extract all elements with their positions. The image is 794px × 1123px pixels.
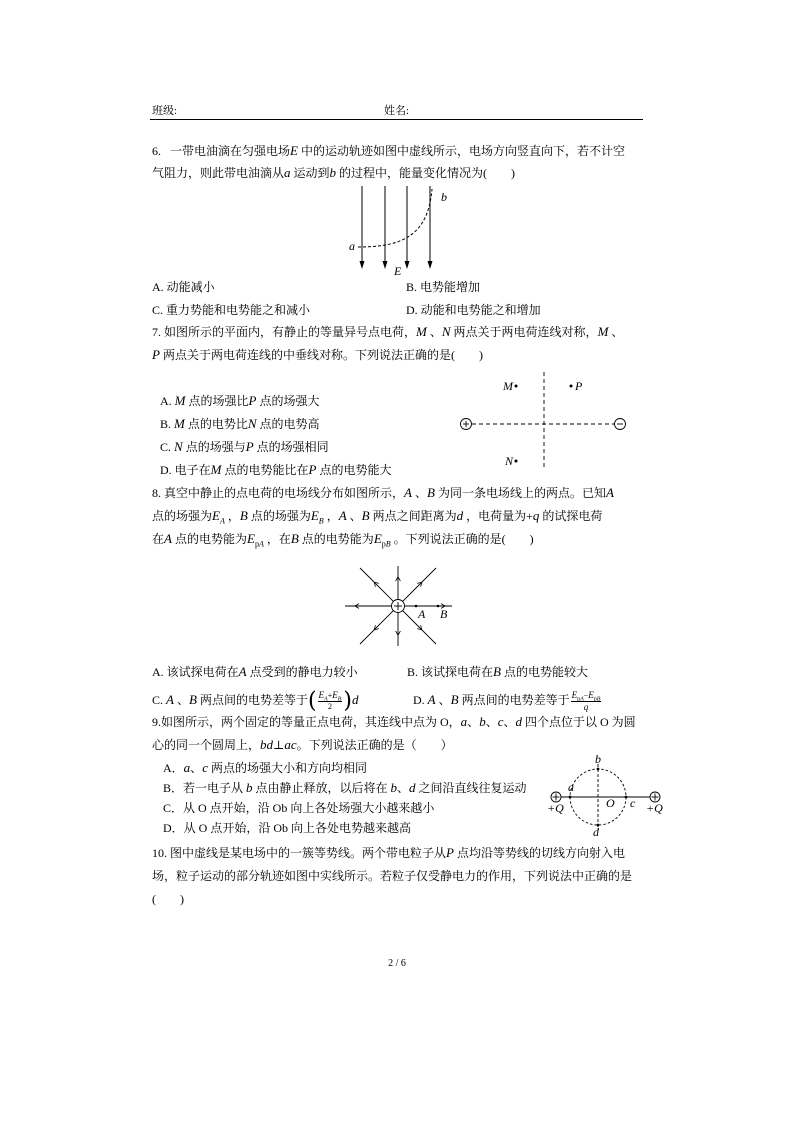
text-run: + bbox=[327, 691, 333, 701]
q8-stem-line-3 bbox=[152, 531, 534, 547]
math-variable: d bbox=[409, 780, 416, 795]
math-variable: E bbox=[588, 690, 594, 701]
math-variable: A bbox=[166, 692, 174, 707]
math-variable: A bbox=[605, 485, 614, 500]
subscript: p bbox=[577, 696, 581, 703]
text-run: A. 该试探电荷在 bbox=[152, 665, 239, 679]
text-run: 、 bbox=[467, 715, 480, 729]
q7-option-c bbox=[160, 439, 329, 455]
math-variable: A bbox=[427, 692, 436, 707]
right-charge-label: +Q bbox=[646, 801, 663, 815]
text-run: 在 bbox=[152, 532, 165, 546]
q7-stem-line-1 bbox=[152, 324, 623, 340]
math-variable: E bbox=[290, 143, 298, 158]
text-run: 为同一条电场线上的两点。已知 bbox=[434, 486, 606, 500]
text-run: 点的电势能为 bbox=[171, 532, 247, 546]
math-variable: B bbox=[239, 508, 248, 523]
text-run: 6. 一带电油滴在匀强电场 bbox=[152, 144, 291, 158]
q6-option-b: B. 电势能增加 bbox=[406, 280, 481, 294]
text-run: 点的场强为 bbox=[152, 509, 213, 523]
text-run: 的试探电荷 bbox=[539, 509, 603, 523]
field-line-lower-left bbox=[360, 611, 393, 644]
point-a-label: a bbox=[349, 239, 355, 253]
math-variable: b bbox=[479, 714, 486, 729]
field-line-upper-left bbox=[360, 568, 393, 601]
math-variable: P bbox=[248, 393, 257, 408]
point-N-label: N bbox=[505, 454, 514, 468]
math-variable: B bbox=[361, 508, 370, 523]
subscript: p bbox=[254, 539, 259, 549]
text-run: 、 bbox=[173, 693, 189, 707]
q9-stem-line-1 bbox=[152, 714, 636, 730]
text-run: B．若一电子从 bbox=[163, 781, 247, 795]
math-variable: E bbox=[310, 508, 319, 523]
math-variable: A bbox=[338, 508, 347, 523]
math-variable: E bbox=[318, 690, 325, 701]
text-run: 两点间的电势差等于 bbox=[196, 693, 308, 707]
plus-circle-icon bbox=[392, 600, 405, 613]
point-A-label: A bbox=[418, 607, 426, 621]
text-run: 点的场强比 bbox=[185, 394, 249, 408]
point-A-dot bbox=[415, 605, 418, 608]
text-run: 两点间的电势差等于 bbox=[458, 693, 570, 707]
point-N-dot bbox=[515, 460, 518, 463]
text-run: ⊥ bbox=[273, 738, 285, 752]
text-run: 的过程中，能量变化情况为( ) bbox=[336, 166, 516, 180]
q7-option-a bbox=[160, 393, 320, 409]
math-variable: E bbox=[373, 531, 382, 546]
math-variable: E bbox=[332, 690, 338, 701]
text-run: A. bbox=[160, 394, 175, 408]
math-variable: q bbox=[532, 508, 540, 523]
text-run: 、 bbox=[346, 509, 362, 523]
q7-option-b bbox=[160, 416, 320, 432]
text-run: − bbox=[583, 691, 589, 701]
q9-option-a bbox=[163, 760, 367, 776]
q9-option-d: D．从 O 点开始，沿 Ob 向上各处电势越来越高 bbox=[163, 821, 411, 835]
text-run: 8. 真空中静止的点电荷的电场线分布如图所示， bbox=[152, 486, 405, 500]
fraction-numerator bbox=[571, 690, 602, 702]
subscript: A bbox=[580, 696, 584, 703]
math-variable: d bbox=[515, 714, 522, 729]
text-run: 7. 如图所示的平面内，有静止的等量异号点电荷， bbox=[152, 325, 417, 339]
text-run: ， bbox=[323, 509, 339, 523]
text-run: 、 bbox=[411, 486, 427, 500]
text-run: 点的电势高 bbox=[256, 417, 320, 431]
point-b-label: b bbox=[441, 190, 447, 204]
math-variable: M bbox=[174, 416, 185, 431]
field-E-label: E bbox=[394, 264, 402, 278]
left-charge-label: +Q bbox=[547, 801, 564, 815]
math-variable: a bbox=[460, 714, 468, 729]
text-run: 、 bbox=[190, 761, 203, 775]
math-variable: d bbox=[456, 508, 464, 523]
point-c-dot bbox=[625, 796, 628, 799]
point-a-label: a bbox=[568, 780, 574, 794]
text-run: 气阻力，则此带电油滴从 bbox=[152, 166, 285, 180]
text-run: 点的电势能大 bbox=[316, 463, 392, 477]
q8-stem-line-2 bbox=[152, 508, 602, 524]
q10-stem-line-3: ( ) bbox=[152, 892, 184, 906]
math-variable: A bbox=[404, 485, 412, 500]
math-variable: P bbox=[308, 462, 317, 477]
subscript: B bbox=[337, 696, 342, 703]
page-number: 2 / 6 bbox=[388, 958, 406, 969]
math-variable: N bbox=[174, 439, 183, 454]
field-line-upper-right bbox=[403, 568, 436, 601]
class-label: 班级: bbox=[152, 105, 178, 117]
subscript: A bbox=[258, 539, 264, 549]
math-variable: ac bbox=[284, 737, 297, 752]
field-lines bbox=[362, 186, 430, 264]
text-run: 点的场强相同 bbox=[253, 440, 329, 454]
q7-dipole-figure bbox=[455, 365, 635, 475]
point-c-label: c bbox=[630, 796, 636, 810]
text-run: 两点之间距离为 bbox=[369, 509, 457, 523]
math-variable: b bbox=[329, 165, 337, 180]
subscript: B bbox=[596, 696, 601, 703]
fraction-denominator: 2 bbox=[327, 702, 332, 712]
math-variable: a bbox=[284, 165, 291, 180]
q8-option-d bbox=[413, 687, 602, 713]
q6-option-a: A. 动能减小 bbox=[152, 280, 215, 294]
math-variable: B bbox=[450, 692, 459, 707]
q8-option-c bbox=[152, 687, 359, 713]
subscript: p bbox=[381, 539, 386, 549]
text-run: ，电荷量为+ bbox=[463, 509, 533, 523]
text-run: 运动到 bbox=[290, 166, 330, 180]
subscript: B bbox=[318, 516, 324, 526]
math-variable: E bbox=[212, 508, 220, 523]
text-run: 点均沿等势线的切线方向射入电 bbox=[453, 846, 625, 860]
text-run: 两点关于两电荷连线对称， bbox=[450, 325, 598, 339]
math-variable: B bbox=[290, 531, 299, 546]
math-variable: B bbox=[188, 692, 197, 707]
math-variable: c bbox=[202, 760, 208, 775]
plus-circle-icon bbox=[461, 419, 472, 430]
subscript: B bbox=[385, 539, 391, 549]
name-label: 姓名: bbox=[384, 105, 410, 117]
text-run: 两点的场强大小和方向均相同 bbox=[207, 761, 367, 775]
text-run: 点的电势能为 bbox=[298, 532, 374, 546]
text-run: C. bbox=[152, 693, 167, 707]
text-run: ， bbox=[224, 509, 240, 523]
fraction-numerator bbox=[318, 690, 343, 702]
q8-stem-line-1 bbox=[152, 485, 614, 501]
text-run: ，在 bbox=[263, 532, 291, 546]
text-run: 心的同一个圆周上， bbox=[152, 738, 261, 752]
text-run: 点的场强与 bbox=[182, 440, 246, 454]
math-variable: d bbox=[352, 692, 359, 707]
text-run: 、 bbox=[426, 325, 442, 339]
text-run: 点的电势能比在 bbox=[221, 463, 309, 477]
math-variable: E bbox=[246, 531, 255, 546]
math-variable: P bbox=[245, 439, 254, 454]
text-run: 、 bbox=[435, 693, 451, 707]
q8-point-charge-field-figure bbox=[340, 560, 465, 655]
q9-option-c: C．从 O 点开始，沿 Ob 向上各处场强大小越来越小 bbox=[163, 801, 435, 815]
math-variable: M bbox=[597, 324, 609, 339]
math-variable: A bbox=[238, 664, 247, 679]
subscript: A bbox=[219, 516, 225, 526]
text-run: 点的电势能较大 bbox=[500, 665, 588, 679]
fraction bbox=[571, 690, 602, 712]
q10-stem-line-1 bbox=[152, 845, 625, 861]
arrow-down-icon bbox=[405, 261, 410, 269]
q6-field-figure bbox=[340, 180, 460, 280]
text-run: B. bbox=[160, 417, 175, 431]
q9-two-charges-figure bbox=[545, 750, 670, 840]
math-variable: b bbox=[246, 780, 253, 795]
point-P-label: P bbox=[575, 379, 583, 393]
math-variable: B bbox=[426, 485, 435, 500]
point-a-dot bbox=[569, 796, 572, 799]
q9-option-b bbox=[163, 780, 527, 796]
text-run: 点由静止释放，以后将在 bbox=[252, 781, 391, 795]
math-variable: M bbox=[416, 324, 427, 339]
text-run: 点的场强大 bbox=[256, 394, 320, 408]
arrow-down-icon bbox=[360, 261, 365, 269]
math-variable: B bbox=[493, 664, 501, 679]
fraction bbox=[318, 690, 343, 712]
q6-stem-line-2 bbox=[152, 165, 515, 181]
subscript: A bbox=[324, 696, 328, 703]
point-b-dot bbox=[597, 768, 600, 771]
text-run: 点受到的静电力较小 bbox=[246, 665, 358, 679]
center-O-label: O bbox=[606, 796, 615, 810]
point-d-label: d bbox=[593, 825, 599, 839]
math-variable: A bbox=[164, 531, 172, 546]
text-run: 点的场强为 bbox=[247, 509, 311, 523]
q7-stem-line-2 bbox=[152, 347, 483, 363]
text-run: D. 电子在 bbox=[160, 463, 211, 477]
text-run: 9.如图所示，两个固定的等量正点电荷，其连线中点为 O， bbox=[152, 715, 461, 729]
q8-option-b bbox=[407, 664, 588, 680]
text-run: 之间沿直线往复运动 bbox=[415, 781, 527, 795]
text-run: 、 bbox=[485, 715, 498, 729]
math-variable: P bbox=[446, 845, 454, 860]
subscript: p bbox=[593, 696, 597, 703]
point-M-label: M bbox=[503, 379, 513, 393]
text-run: A． bbox=[163, 761, 184, 775]
text-run: 中的运动轨迹如图中虚线所示，电场方向竖直向下，若不计空 bbox=[297, 144, 625, 158]
text-run: B. 该试探电荷在 bbox=[407, 665, 494, 679]
text-run: 两点关于两电荷连线的中垂线对称。下列说法正确的是( ) bbox=[159, 348, 483, 362]
right-parenthesis: ) bbox=[343, 688, 352, 714]
point-B-label: B bbox=[440, 607, 448, 621]
text-run: 、 bbox=[503, 715, 516, 729]
trajectory-dashed-curve bbox=[358, 189, 432, 247]
math-variable: b bbox=[390, 780, 398, 795]
point-b-label: b bbox=[595, 752, 601, 766]
q10-stem-line-2: 场，粒子运动的部分轨迹如图中实线所示。若粒子仅受静电力的作用，下列说法中正确的是 bbox=[152, 869, 633, 883]
math-variable: M bbox=[174, 393, 186, 408]
header-rule bbox=[150, 119, 643, 120]
math-variable: N bbox=[247, 416, 257, 431]
text-run: 点的电势比 bbox=[184, 417, 248, 431]
text-run: 、 bbox=[608, 325, 624, 339]
math-variable: N bbox=[441, 324, 451, 339]
left-parenthesis: ( bbox=[307, 688, 317, 714]
text-run: 。下列说法正确的是（ ） bbox=[296, 738, 453, 752]
text-run: 。下列说法正确的是( ) bbox=[390, 532, 534, 546]
text-run: 10. 图中虚线是某电场中的一簇等势线。两个带电粒子从 bbox=[152, 846, 447, 860]
text-run: D. bbox=[413, 693, 428, 707]
point-M-dot bbox=[515, 385, 518, 388]
math-variable: a bbox=[183, 760, 191, 775]
point-P-dot bbox=[570, 385, 573, 388]
minus-circle-icon bbox=[615, 419, 626, 430]
q6-option-c: C. 重力势能和电势能之和减小 bbox=[152, 303, 311, 317]
text-run: C. bbox=[160, 440, 175, 454]
math-variable: P bbox=[152, 347, 160, 362]
q7-option-d bbox=[160, 462, 392, 478]
arrow-down-icon bbox=[428, 261, 433, 269]
q9-stem-line-2 bbox=[152, 737, 453, 753]
text-run: 、 bbox=[397, 781, 410, 795]
math-variable: bd bbox=[260, 737, 274, 752]
math-variable: E bbox=[571, 690, 578, 701]
q8-option-a bbox=[152, 664, 358, 680]
q6-option-d: D. 动能和电势能之和增加 bbox=[406, 303, 541, 317]
q6-stem-line-1 bbox=[152, 143, 625, 159]
text-run: 四个点位于以 O 为圆 bbox=[522, 715, 636, 729]
math-variable: c bbox=[497, 714, 504, 729]
fraction-denominator: q bbox=[583, 702, 589, 713]
math-variable: M bbox=[210, 462, 222, 477]
arrow-down-icon bbox=[383, 261, 388, 269]
point-B-dot bbox=[437, 605, 440, 608]
